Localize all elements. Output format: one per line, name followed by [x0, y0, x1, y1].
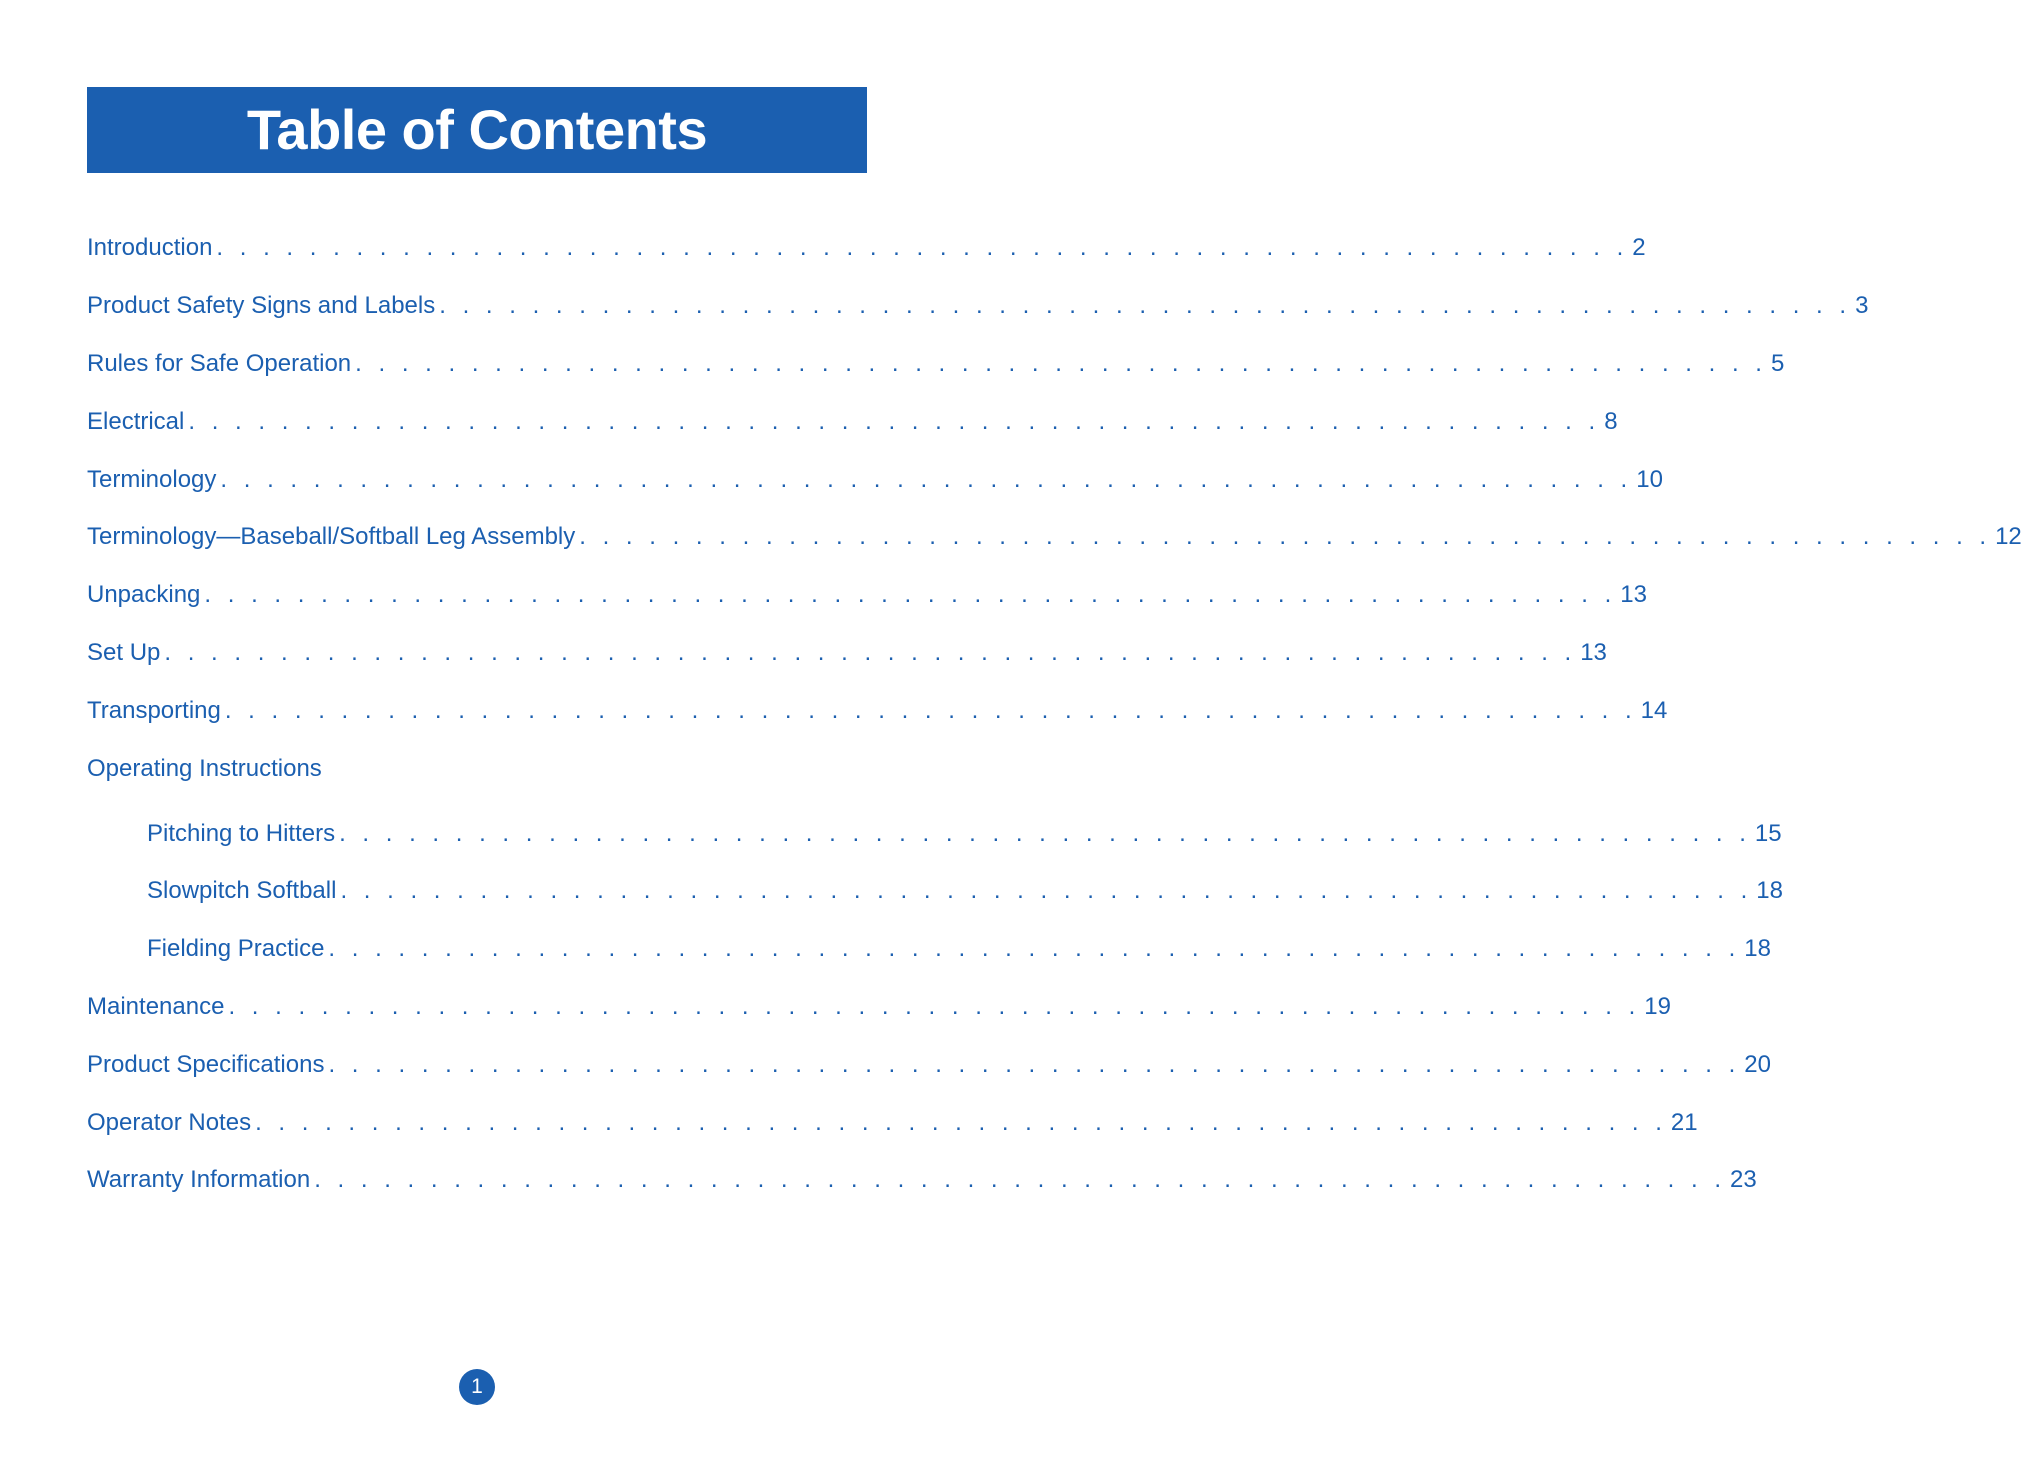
toc-section-operating-instructions[interactable]: [87, 754, 862, 784]
toc-entry-page: 13: [1620, 581, 1647, 608]
toc-entry-label: Pitching to Hitters: [147, 820, 336, 847]
toc-entry-operator-notes[interactable]: [87, 1108, 1698, 1138]
toc-entry-product-specifications[interactable]: [87, 1050, 1771, 1080]
toc-entry-label: Product Safety Signs and Labels: [87, 292, 436, 319]
dot-leader: . . . . . . . . . . . . . . . . . . . . . . . . . . . . . . . . . . . . . . . . . . . . . . . . . . . . . . . . . . . . .: [216, 234, 1629, 261]
toc-entry-rules[interactable]: [87, 349, 1785, 379]
toc-entry-page: 15: [1754, 820, 1782, 847]
toc-entry-label: Transporting: [87, 697, 221, 724]
toc-entry-page: 20: [1744, 1051, 1771, 1078]
toc-entry-slowpitch-softball[interactable]: [147, 876, 1783, 906]
toc-entry-warranty-information[interactable]: [87, 1165, 1757, 1195]
dot-leader: . . . . . . . . . . . . . . . . . . . . . . . . . . . . . . . . . . . . . . . . . . . . . . . . . . . . . . . . . . . . .: [439, 292, 1852, 319]
toc-entry-label: Unpacking: [87, 581, 201, 608]
toc-entry-page: 14: [1640, 697, 1668, 724]
toc-entry-page: 23: [1730, 1166, 1757, 1193]
dot-leader: . . . . . . . . . . . . . . . . . . . . . . . . . . . . . . . . . . . . . . . . . . . . . . . . . . . . . . . . . . . . .: [339, 820, 1751, 847]
toc-entry-pitching-to-hitters[interactable]: [147, 819, 1782, 849]
toc-entry-label: Rules for Safe Operation: [87, 350, 352, 377]
dot-leader: . . . . . . . . . . . . . . . . . . . . . . . . . . . . . . . . . . . . . . . . . . . . . . . . . . . . . . . . . . . . .: [314, 1166, 1727, 1193]
toc-entry-label: Product Specifications: [87, 1051, 325, 1078]
toc-entry-terminology[interactable]: [87, 465, 1663, 495]
toc-entry-unpacking[interactable]: [87, 580, 1647, 610]
toc-entry-page: 5: [1770, 350, 1785, 377]
toc-entry-maintenance[interactable]: [87, 992, 1671, 1022]
toc-entry-label: Maintenance: [87, 993, 225, 1020]
toc-entry-page: 10: [1636, 466, 1663, 493]
toc-entry-label: Terminology—Baseball/Softball Leg Assembly: [87, 523, 576, 550]
dot-leader: . . . . . . . . . . . . . . . . . . . . . . . . . . . . . . . . . . . . . . . . . . . . . . . . . . . . . . . . . . . . .: [188, 408, 1601, 435]
toc-entry-page: 12: [1995, 523, 2022, 550]
toc-entry-transporting[interactable]: [87, 696, 1668, 726]
toc-entry-label: Fielding Practice: [147, 935, 325, 962]
dot-leader: . . . . . . . . . . . . . . . . . . . . . . . . . . . . . . . . . . . . . . . . . . . . . . . . . . . . . . . . . . . . .: [328, 1051, 1741, 1078]
toc-entry-introduction[interactable]: [87, 233, 1646, 263]
toc-entry-page: 19: [1644, 993, 1671, 1020]
dot-leader: . . . . . . . . . . . . . . . . . . . . . . . . . . . . . . . . . . . . . . . . . . . . . . . . . . . . . . . . . . . . .: [328, 935, 1741, 962]
dot-leader: . . . . . . . . . . . . . . . . . . . . . . . . . . . . . . . . . . . . . . . . . . . . . . . . . . . . . . . . . . . . .: [355, 350, 1767, 377]
page-number: 1: [471, 1375, 483, 1398]
toc-entry-label: Set Up: [87, 639, 161, 666]
toc-entry-label: Operator Notes: [87, 1109, 252, 1136]
toc-entry-page: 3: [1855, 292, 1869, 319]
toc-entry-fielding-practice[interactable]: [147, 934, 1771, 964]
toc-entry-page: 8: [1604, 408, 1618, 435]
toc-entry-terminology-leg-assembly[interactable]: [87, 522, 2022, 552]
dot-leader: . . . . . . . . . . . . . . . . . . . . . . . . . . . . . . . . . . . . . . . . . . . . . . . . . . . . . . . . . . . . .: [228, 993, 1641, 1020]
toc-entry-product-safety[interactable]: [87, 291, 1869, 321]
dot-leader: . . . . . . . . . . . . . . . . . . . . . . . . . . . . . . . . . . . . . . . . . . . . . . . . . . . . . . . . . . . . .: [220, 466, 1633, 493]
dot-leader: . . . . . . . . . . . . . . . . . . . . . . . . . . . . . . . . . . . . . . . . . . . . . . . . . . . . . . . . . . . . .: [255, 1109, 1667, 1136]
toc-entry-page: 21: [1670, 1109, 1698, 1136]
dot-leader: . . . . . . . . . . . . . . . . . . . . . . . . . . . . . . . . . . . . . . . . . . . . . . . . . . . . . . . . . . . . .: [579, 523, 1992, 550]
toc-entry-label: Terminology: [87, 466, 217, 493]
dot-leader: . . . . . . . . . . . . . . . . . . . . . . . . . . . . . . . . . . . . . . . . . . . . . . . . . . . . . . . . . . . . .: [224, 697, 1637, 724]
toc-entry-label: Electrical: [87, 408, 185, 435]
page-number-badge: [459, 1369, 495, 1405]
toc-entry-page: 13: [1580, 639, 1607, 666]
dot-leader: . . . . . . . . . . . . . . . . . . . . . . . . . . . . . . . . . . . . . . . . . . . . . . . . . . . . . . . . . . . . .: [164, 639, 1577, 666]
dot-leader: . . . . . . . . . . . . . . . . . . . . . . . . . . . . . . . . . . . . . . . . . . . . . . . . . . . . . . . . . . . . .: [340, 877, 1753, 904]
toc-entry-page: 18: [1744, 935, 1771, 962]
title-banner: [87, 87, 867, 173]
toc-entry-electrical[interactable]: [87, 407, 1618, 437]
toc-entry-set-up[interactable]: [87, 638, 1607, 668]
toc-entry-label: Warranty Information: [87, 1166, 311, 1193]
toc-entry-page: 18: [1756, 877, 1783, 904]
toc-entry-label: Slowpitch Softball: [147, 877, 337, 904]
dot-leader: . . . . . . . . . . . . . . . . . . . . . . . . . . . . . . . . . . . . . . . . . . . . . . . . . . . . . . . . . . . . .: [204, 581, 1617, 608]
toc-entry-label: Operating Instructions: [87, 755, 322, 782]
page-title: Table of Contents: [246, 98, 708, 161]
toc-entry-label: Introduction: [87, 234, 213, 261]
toc-entry-page: 2: [1632, 234, 1646, 261]
